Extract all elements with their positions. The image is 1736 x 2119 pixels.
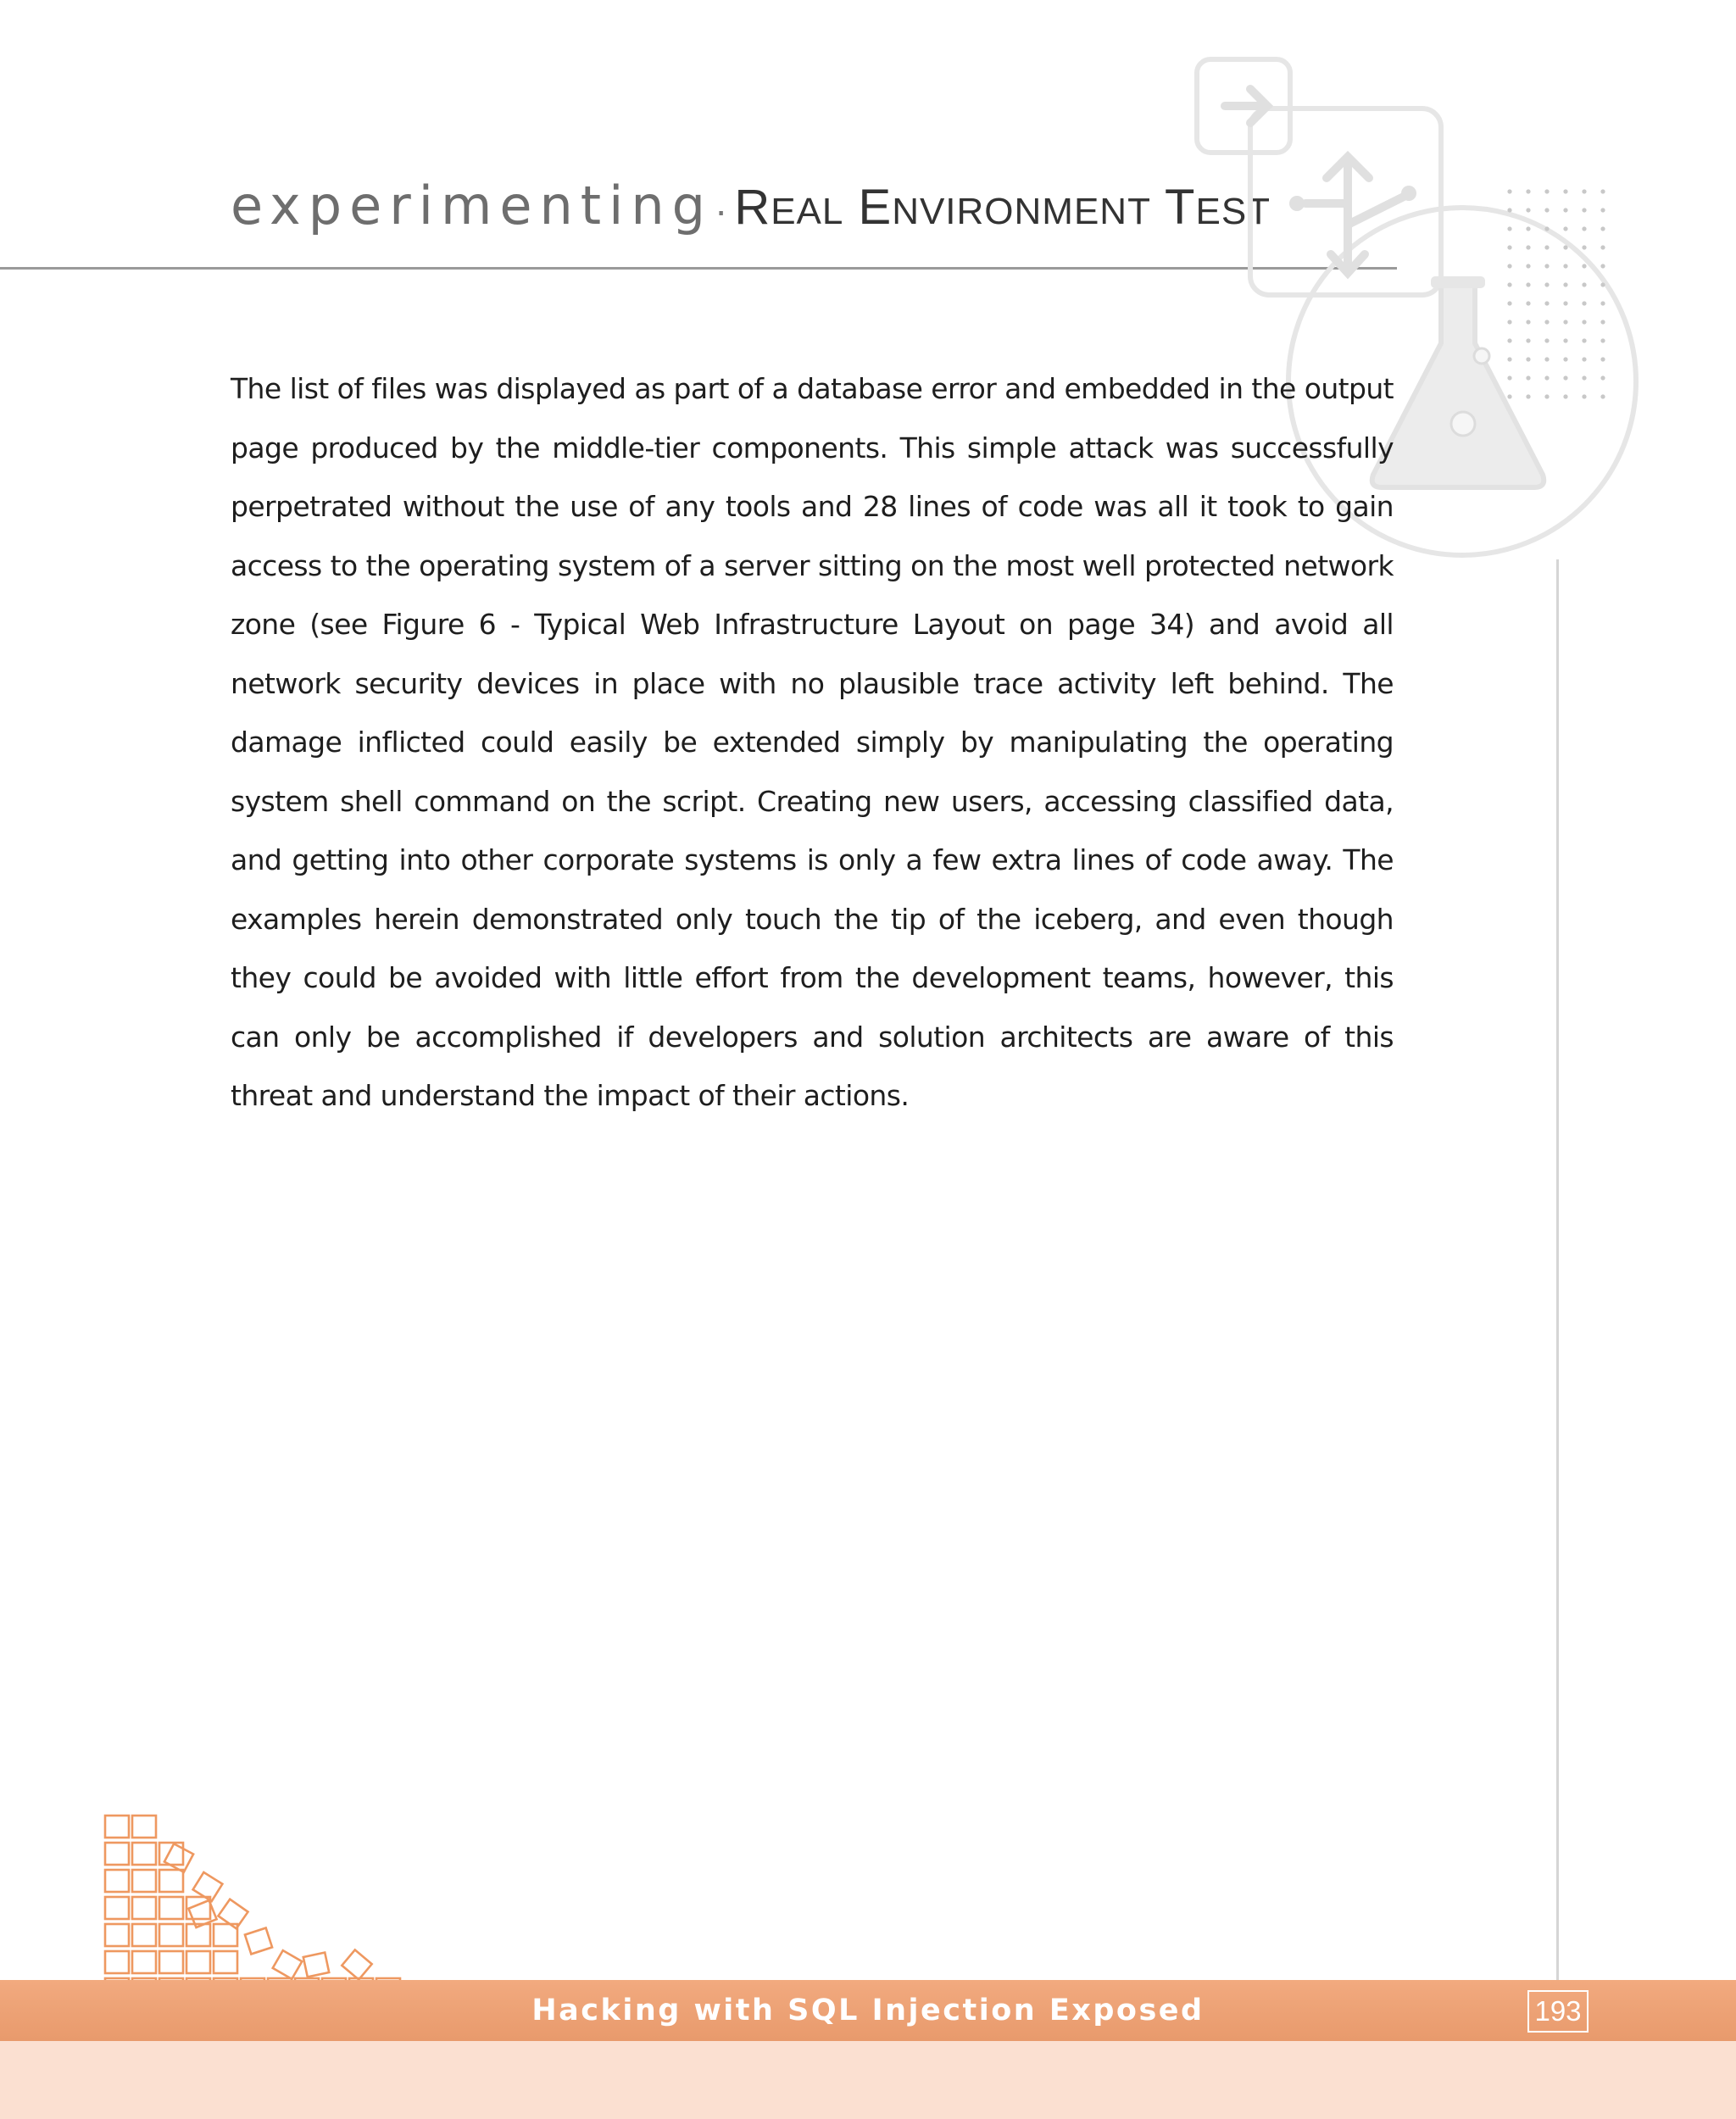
title-initial-1: R [734,180,771,235]
footer-book-title: Hacking with SQL Injection Exposed [531,1994,1205,2027]
section-label: experimenting [231,175,713,236]
page-number: 193 [1527,1990,1589,2033]
title-initial-3: T [1165,180,1196,235]
title-rest-1: EAL [771,191,844,232]
title-rest-2: NVIRONMENT [892,191,1151,232]
header-separator: · [714,188,728,232]
side-rule [1556,559,1559,1983]
title-initial-2: E [858,180,893,235]
footer-background [0,2041,1736,2119]
page-header [231,166,1271,250]
dot-grid [1500,182,1611,411]
title-rest-3: EST [1195,191,1271,232]
body-paragraph: The list of files was displayed as part of a database error and embedded in the output page produced by the middle-tier components. This simple attack was successfully perpetrated without the use of any tools and 28 lines of code was all it took to gain access to the operating system of a server sitting on the most well protected network zone (see Figure 6 - Typical Web Infrastructure Layout on page 34) and avoid all network security devices in place with no plausible trace activity left behind. The damage inflicted could easily be extended simply by manipulating the operating system shell command on the script. Creating new users, accessing classified data, and getting into other corporate systems is only a few extra lines of code away. The examples herein demonstrated only touch the tip of the iceberg, and even though they could be avoided with little effort from the development teams, however, this can only be accomplished if developers and solution architects are aware of this threat and understand the impact of their actions. [231,372,1394,1112]
